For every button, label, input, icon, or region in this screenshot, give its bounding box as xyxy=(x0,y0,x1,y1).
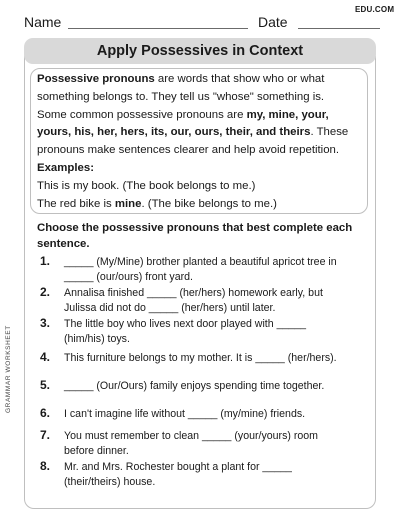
question-line: Annalisa finished _____ (her/hers) homework early, but xyxy=(64,287,323,299)
name-field-line xyxy=(68,28,248,29)
instruction-line-2: sentence. xyxy=(37,238,90,250)
question-text xyxy=(64,351,364,366)
question-line: _____ (My/Mine) brother planted a beautiful apricot tree in xyxy=(64,256,337,268)
question-number: 8. xyxy=(40,459,51,473)
worksheet-header xyxy=(0,0,400,34)
example-2 xyxy=(37,196,369,214)
date-label: Date xyxy=(258,14,288,30)
example-2-pre: The red bike is xyxy=(37,197,115,210)
question-line: _____ (our/ours) front yard. xyxy=(64,271,193,283)
name-label: Name xyxy=(24,14,62,30)
question-number: 1. xyxy=(40,254,51,268)
date-field-line xyxy=(298,28,380,29)
examples-label: Examples: xyxy=(37,161,94,174)
info-line-4-rest: . These xyxy=(310,126,349,139)
question-line: (him/his) toys. xyxy=(64,333,130,345)
site-logo xyxy=(355,5,394,14)
info-line-1-rest: are words that show who or what xyxy=(154,73,325,85)
side-label: GRAMMAR WORKSHEET xyxy=(5,325,12,413)
question-text xyxy=(64,429,364,459)
logo-suffix: .COM xyxy=(372,5,395,14)
question-line: _____ (Our/Ours) family enjoys spending time together. xyxy=(64,380,325,392)
question-number: 6. xyxy=(40,406,51,420)
question-line: Julissa did not do _____ (her/hers) until later. xyxy=(64,302,276,314)
question-line: before dinner. xyxy=(64,445,129,457)
question-text xyxy=(64,460,364,490)
instruction xyxy=(37,220,367,252)
question-line: This furniture belongs to my mother. It is _____ (her/hers). xyxy=(64,352,337,364)
logo-text: EDU xyxy=(355,5,373,14)
instruction-line-1: Choose the possessive pronouns that best complete each xyxy=(37,222,353,234)
question-line: Mr. and Mrs. Rochester bought a plant for _____ xyxy=(64,461,292,473)
question-text xyxy=(64,286,364,316)
question-number: 5. xyxy=(40,378,51,392)
question-text xyxy=(64,255,364,285)
info-text xyxy=(37,71,369,213)
term-possessive-pronouns: Possessive pronouns xyxy=(37,73,155,85)
worksheet-title: Apply Possessives in Context xyxy=(24,38,376,64)
example-1: This is my book. (The book belongs to me.) xyxy=(37,179,256,192)
question-line: I can't imagine life without _____ (my/mine) friends. xyxy=(64,408,306,420)
info-line-2: something belongs to. They tell us "whose" something is. xyxy=(37,90,325,103)
question-number: 4. xyxy=(40,350,51,364)
question-text xyxy=(64,317,364,347)
info-line-3 xyxy=(37,107,369,125)
question-text xyxy=(64,379,364,394)
info-line-4 xyxy=(37,124,369,142)
question-number: 7. xyxy=(40,428,51,442)
info-line-5: pronouns make sentences clearer and help avoid repetition. xyxy=(37,144,340,157)
question-line: The little boy who lives next door played with _____ xyxy=(64,318,307,330)
question-number: 2. xyxy=(40,285,51,299)
info-line-3-pre: Some common possessive pronouns are xyxy=(37,108,247,121)
question-number: 3. xyxy=(40,316,51,330)
question-line: You must remember to clean _____ (your/yours) room xyxy=(64,430,318,442)
pronoun-list-part-1: my, mine, your, xyxy=(246,108,329,121)
example-2-bold: mine xyxy=(114,197,142,210)
question-line: (their/theirs) house. xyxy=(64,476,156,488)
info-line-1 xyxy=(37,71,369,89)
pronoun-list-part-2: yours, his, her, hers, its, our, ours, their, and theirs xyxy=(37,126,311,139)
question-text xyxy=(64,407,364,422)
example-2-rest: . (The bike belongs to me.) xyxy=(141,197,277,210)
